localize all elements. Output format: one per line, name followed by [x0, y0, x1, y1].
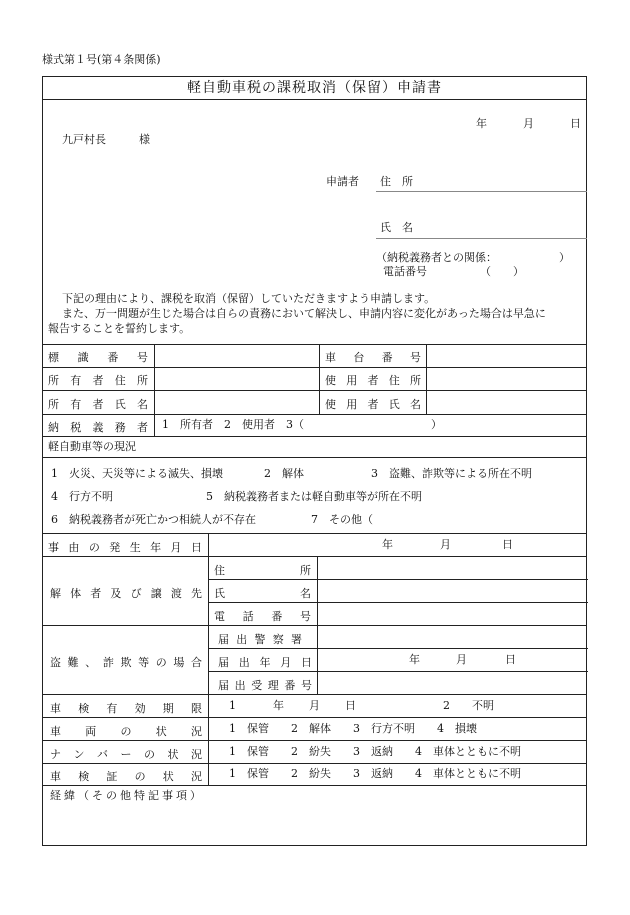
date-day: 日	[570, 117, 581, 130]
dismantler-address-field[interactable]	[318, 557, 587, 578]
theft-receipt-label: 届 出 受 理 番 号	[218, 679, 312, 692]
plate-status-label: ナ ン バ ー の 状 況	[50, 748, 202, 761]
user-address-label: 使 用 者 住 所	[325, 374, 421, 387]
theft-date-year: 年	[409, 653, 420, 666]
row-divider	[43, 533, 586, 534]
owner-address-field[interactable]	[155, 368, 318, 389]
addressee-name: 九戸村長	[62, 133, 106, 146]
vehicle-status-options[interactable]: 1 保管 2 解体 3 行方不明 4 損壊	[229, 722, 477, 735]
occurrence-year: 年	[382, 538, 393, 551]
inspection-expiry-date[interactable]: 1 年 月 日	[229, 699, 357, 712]
user-name-label: 使 用 者 氏 名	[325, 398, 421, 411]
date-year: 年	[476, 117, 487, 130]
owner-name-label: 所 有 者 氏 名	[48, 398, 148, 411]
status-option-7[interactable]: 7 その他（	[311, 513, 373, 526]
certificate-status-label: 車 検 証 の 状 況	[50, 770, 202, 783]
dismantler-address-label: 住 所	[214, 564, 311, 577]
plate-status-options[interactable]: 1 保管 2 紛失 3 返納 4 車体とともに不明	[229, 745, 521, 758]
form-title: 軽自動車税の課税取消（保留）申請書	[43, 77, 586, 100]
applicant-label: 申請者	[326, 175, 359, 188]
plate-number-field[interactable]	[155, 345, 318, 366]
statement-line-1: 下記の理由により、課税を取消（保留）していただきますよう申請します。	[62, 292, 436, 305]
applicant-phone-parens: （ ）	[480, 265, 524, 278]
theft-date-month: 月	[456, 653, 467, 666]
occurrence-day: 日	[502, 538, 513, 551]
form-number: 様式第１号(第４条関係)	[42, 53, 161, 66]
remarks-label: 経緯（その他特記事項）	[50, 789, 204, 802]
taxpayer-close: ）	[431, 418, 442, 431]
applicant-name-line[interactable]	[376, 238, 587, 239]
owner-name-field[interactable]	[155, 391, 318, 413]
col-divider	[154, 414, 155, 436]
inspection-expiry-unknown[interactable]: 2 不明	[443, 699, 494, 712]
owner-address-label: 所 有 者 住 所	[48, 374, 148, 387]
row-divider	[43, 414, 586, 415]
date-month: 月	[523, 117, 534, 130]
applicant-name-label: 氏 名	[380, 221, 413, 234]
row-divider	[43, 785, 586, 786]
applicant-phone-label: 電話番号	[383, 265, 427, 278]
plate-number-label: 標 識 番 号	[48, 351, 148, 364]
row-divider	[208, 648, 588, 649]
chassis-number-field[interactable]	[427, 345, 587, 366]
dismantler-phone-label: 電 話 番 号	[214, 610, 311, 623]
theft-police-label: 届 出 警 察 署	[218, 633, 302, 646]
theft-date-label: 届 出 年 月 日	[218, 656, 312, 669]
status-option-2[interactable]: 2 解体	[264, 467, 304, 480]
col-divider	[208, 533, 209, 785]
status-option-6[interactable]: 6 納税義務者が死亡かつ相続人が不存在	[51, 513, 256, 526]
theft-label: 盗 難 、 詐 欺 等 の 場 合	[50, 656, 202, 669]
chassis-number-label: 車 台 番 号	[325, 351, 421, 364]
certificate-status-options[interactable]: 1 保管 2 紛失 3 返納 4 車体とともに不明	[229, 767, 521, 780]
remarks-field[interactable]	[44, 805, 586, 845]
applicant-relation: （納税義務者との関係：	[376, 251, 497, 264]
theft-receipt-field[interactable]	[318, 672, 587, 693]
theft-police-field[interactable]	[318, 626, 587, 647]
dismantler-phone-field[interactable]	[318, 603, 587, 624]
applicant-address-label: 住 所	[380, 175, 413, 188]
applicant-relation-close: ）	[559, 251, 570, 264]
row-divider	[43, 457, 586, 458]
row-divider	[43, 763, 586, 764]
row-divider	[43, 694, 586, 695]
applicant-address-line[interactable]	[376, 191, 587, 192]
inspection-expiry-label: 車 検 有 効 期 限	[50, 702, 202, 715]
current-status-heading: 軽自動車等の現況	[48, 440, 136, 453]
statement-line-3: 報告することを誓約します。	[48, 322, 191, 335]
status-option-4[interactable]: 4 行方不明	[51, 490, 113, 503]
dismantler-label: 解 体 者 及 び 譲 渡 先	[50, 587, 202, 600]
dismantler-name-field[interactable]	[318, 580, 587, 601]
row-divider	[43, 436, 586, 437]
statement-line-2: また、万一問題が生じた場合は自らの責務において解決し、申請内容に変化があった場合は早急に	[62, 307, 546, 320]
addressee-honorific: 様	[139, 133, 150, 146]
row-divider	[43, 717, 586, 718]
status-option-5[interactable]: 5 納税義務者または軽自動車等が所在不明	[206, 490, 422, 503]
row-divider	[43, 740, 586, 741]
occurrence-date-label: 事 由 の 発 生 年 月 日	[48, 541, 202, 554]
user-address-field[interactable]	[427, 368, 587, 389]
vehicle-status-label: 車 両 の 状 況	[50, 725, 202, 738]
taxpayer-label: 納 税 義 務 者	[48, 421, 148, 434]
status-option-1[interactable]: 1 火災、天災等による滅失、損壊	[51, 467, 223, 480]
application-form	[42, 76, 587, 846]
user-name-field[interactable]	[427, 391, 587, 413]
col-divider	[319, 344, 320, 414]
taxpayer-options[interactable]: 1 所有者 2 使用者 3（	[162, 418, 304, 431]
theft-date-day: 日	[505, 653, 516, 666]
status-option-3[interactable]: 3 盗難、詐欺等による所在不明	[371, 467, 532, 480]
occurrence-month: 月	[440, 538, 451, 551]
dismantler-name-label: 氏 名	[214, 587, 311, 600]
